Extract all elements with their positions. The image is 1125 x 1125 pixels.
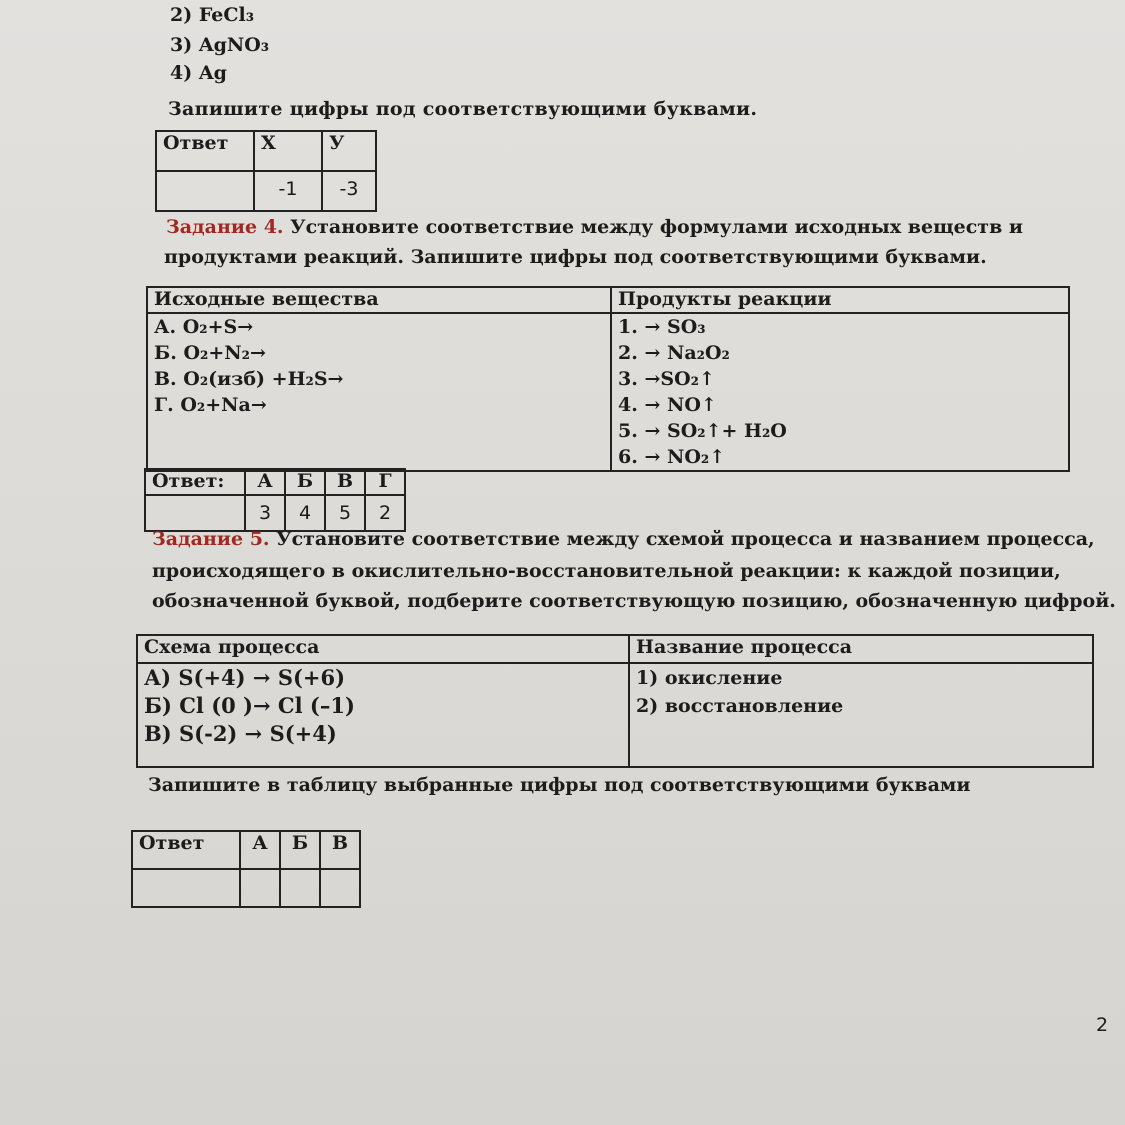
task4-answer-header-a: А xyxy=(245,469,285,495)
product-4: 4. → NO↑ xyxy=(618,394,717,416)
task4-answer-empty xyxy=(145,495,245,531)
task5-text-3: обозначенной буквой, подберите соответствующую позицию, обозначенную цифрой. xyxy=(152,590,1116,612)
product-5: 5. → SO₂↑+ H₂O xyxy=(618,420,787,442)
option-3: 3) AgNO₃ xyxy=(170,34,270,56)
option-2: 2) FeCl₃ xyxy=(170,4,255,26)
reactant-a: А. O₂+S→ xyxy=(154,316,254,338)
task5-text-2: происходящего в окислительно-восстановительной реакции: к каждой позиции, xyxy=(152,560,1061,582)
product-3: 3. →SO₂↑ xyxy=(618,368,715,390)
reactants-header: Исходные вещества xyxy=(147,287,611,313)
option-4: 4) Ag xyxy=(170,62,227,84)
scheme-b: Б) Cl (0 )→ Cl (–1) xyxy=(144,693,355,718)
task5-answer-label: Ответ xyxy=(132,831,240,869)
reactant-b: Б. O₂+N₂→ xyxy=(154,342,266,364)
task4-answer-label: Ответ: xyxy=(145,469,245,495)
name-1: 1) окисление xyxy=(636,667,783,689)
schemes-cell xyxy=(137,663,629,767)
task4-answer-header-g: Г xyxy=(365,469,405,495)
product-1: 1. → SO₃ xyxy=(618,316,706,338)
task5-answer-header-a: А xyxy=(240,831,280,869)
product-6: 6. → NO₂↑ xyxy=(618,446,726,468)
task4-table xyxy=(146,286,1070,472)
answer-cell-empty xyxy=(156,171,254,211)
instruction-write-table: Запишите в таблицу выбранные цифры под соответствующими буквами xyxy=(148,774,971,796)
answer-header: Ответ xyxy=(156,131,254,171)
answer-cell-x[interactable]: -1 xyxy=(254,171,322,211)
scheme-v: В) S(-2) → S(+4) xyxy=(144,721,337,746)
reactant-g: Г. O₂+Na→ xyxy=(154,394,267,416)
task4-answer-g[interactable]: 2 xyxy=(365,495,405,531)
task4-answer-b[interactable]: 4 xyxy=(285,495,325,531)
task4-answer-header-v: В xyxy=(325,469,365,495)
products-cell xyxy=(611,313,1069,471)
instruction-write-digits: Запишите цифры под соответствующими буквами. xyxy=(168,98,758,120)
task5-answer-header-b: Б xyxy=(280,831,320,869)
page-number: 2 xyxy=(1096,1014,1109,1036)
answer-header-x: Х xyxy=(254,131,322,171)
task5-answer-header-v: В xyxy=(320,831,360,869)
answer-cell-y[interactable]: -3 xyxy=(322,171,376,211)
name-2: 2) восстановление xyxy=(636,695,844,717)
task5-table xyxy=(136,634,1094,768)
product-2: 2. → Na₂O₂ xyxy=(618,342,730,364)
products-header: Продукты реакции xyxy=(611,287,1069,313)
task5-answer-empty xyxy=(132,869,240,907)
task5-answer-v[interactable] xyxy=(320,869,360,907)
task4-answer-v[interactable]: 5 xyxy=(325,495,365,531)
answer-table-xy xyxy=(155,130,377,212)
task4-answer-a[interactable]: 3 xyxy=(245,495,285,531)
task4-text-1: Установите соответствие между формулами исходных веществ и xyxy=(290,216,1023,238)
answer-header-y: У xyxy=(322,131,376,171)
task5-text-1: Установите соответствие между схемой процесса и названием процесса, xyxy=(276,528,1095,550)
task4-answer-header-b: Б xyxy=(285,469,325,495)
task5-answer-b[interactable] xyxy=(280,869,320,907)
task5-heading xyxy=(152,528,1095,550)
reactant-v: В. O₂(изб) +H₂S→ xyxy=(154,368,344,390)
task5-answer-table xyxy=(131,830,361,908)
task4-label: Задание 4. xyxy=(166,216,284,238)
task5-label: Задание 5. xyxy=(152,528,270,550)
task5-answer-a[interactable] xyxy=(240,869,280,907)
reactants-cell xyxy=(147,313,611,471)
names-cell xyxy=(629,663,1093,767)
name-header: Название процесса xyxy=(629,635,1093,663)
task4-answer-table xyxy=(144,468,406,532)
scheme-a: А) S(+4) → S(+6) xyxy=(144,665,346,690)
task4-heading xyxy=(166,216,1023,238)
task4-text-2: продуктами реакций. Запишите цифры под соответствующими буквами. xyxy=(164,246,987,268)
scheme-header: Схема процесса xyxy=(137,635,629,663)
